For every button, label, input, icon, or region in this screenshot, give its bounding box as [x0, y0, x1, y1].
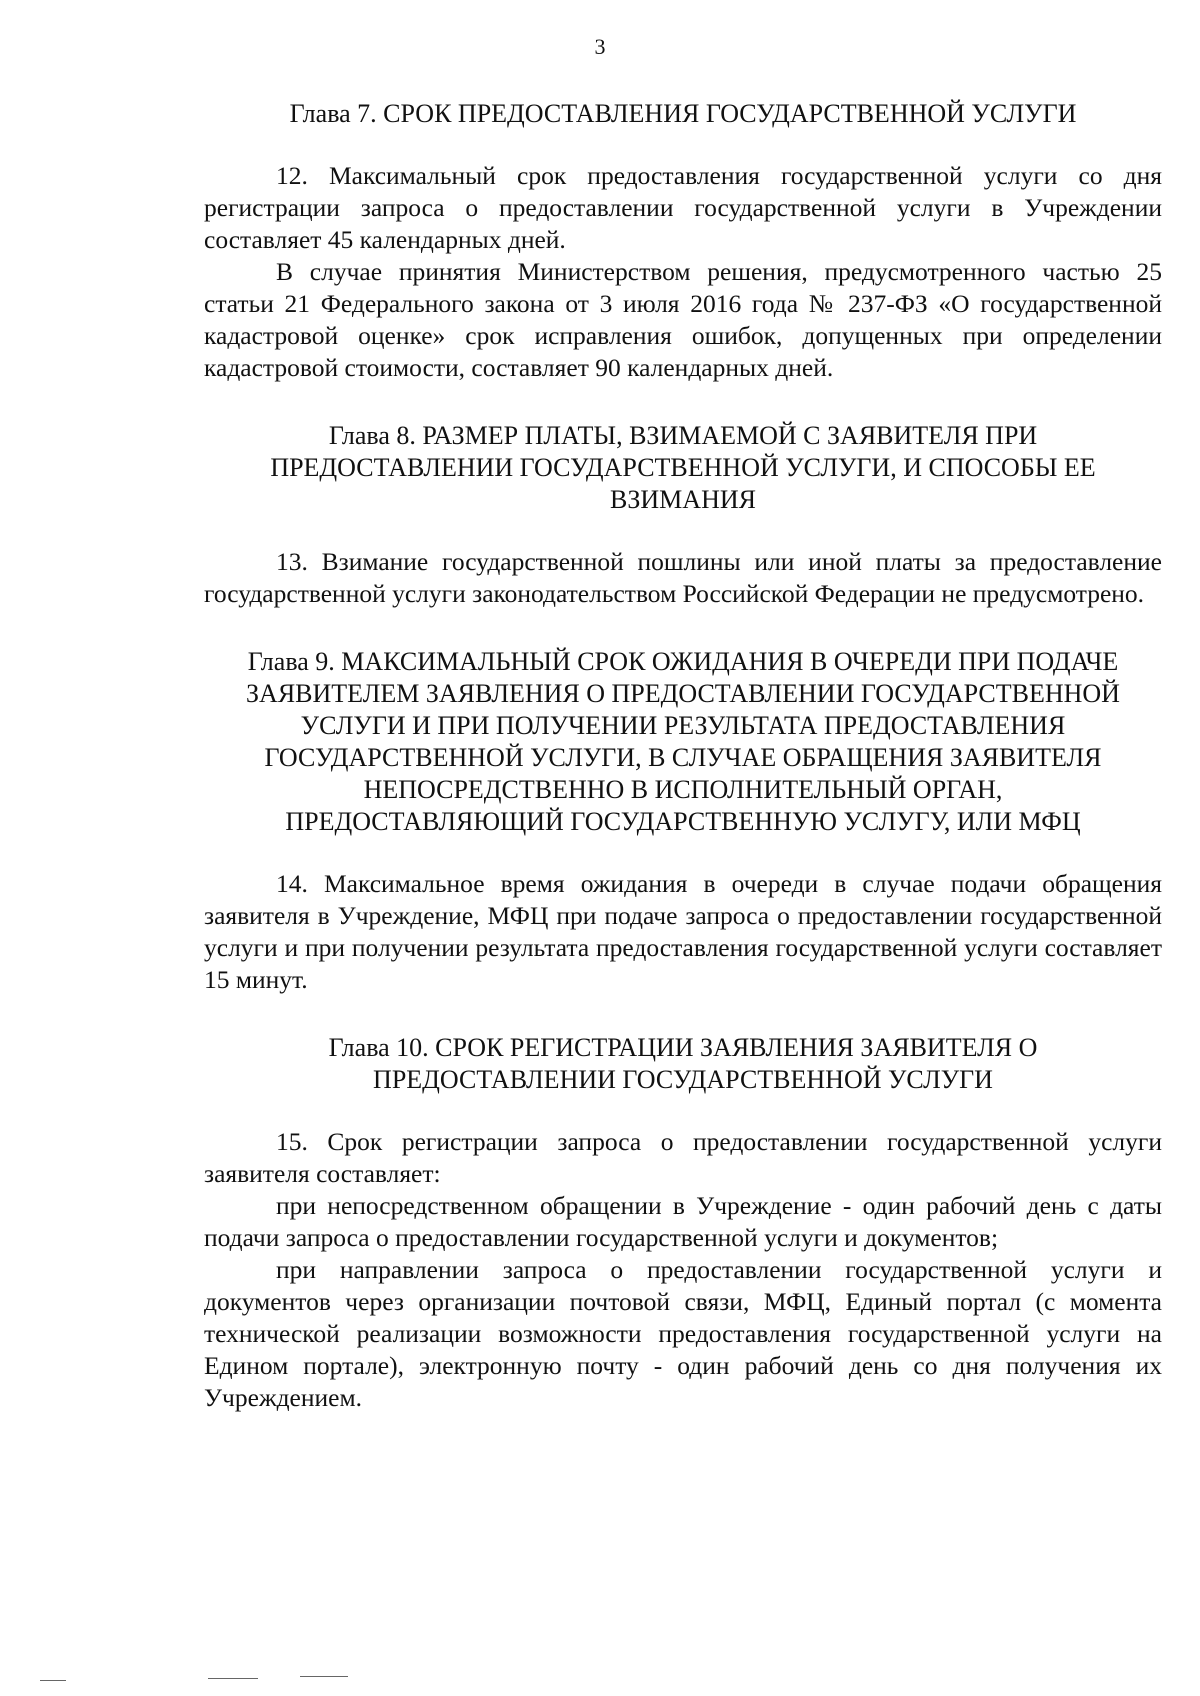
paragraph-14: 14. Максимальное время ожидания в очереди в случае подачи обращения заявителя в Учреждение, МФЦ при подаче запроса о предоставлении государственной услуги и при получении результата предоставления государственной услуги составляет 15 минут.: [204, 869, 1162, 994]
scan-artifact: [300, 1676, 348, 1677]
paragraph-15: 15. Срок регистрации запроса о предоставлении государственной услуги заявителя составляет:: [204, 1127, 1162, 1188]
paragraph-15-item-remote: при направлении запроса о предоставлении государственной услуги и документов через организации почтовой связи, МФЦ, Единый портал (с момента технической реализации возможности предоставления государственной услуги на Едином портале), электронную почту - один рабочий день со дня получения их Учреждением.: [204, 1255, 1162, 1412]
chapter-10-heading: Глава 10. СРОК РЕГИСТРАЦИИ ЗАЯВЛЕНИЯ ЗАЯВИТЕЛЯ О ПРЕДОСТАВЛЕНИИ ГОСУДАРСТВЕННОЙ УСЛУГИ: [328, 1033, 1038, 1094]
paragraph-13: 13. Взимание государственной пошлины или иной платы за предоставление государственной услуги законодательством Российской Федерации не предусмотрено.: [204, 547, 1162, 608]
document-body: [204, 100, 1162, 1414]
chapter-8-heading: Глава 8. РАЗМЕР ПЛАТЫ, ВЗИМАЕМОЙ С ЗАЯВИТЕЛЯ ПРИ ПРЕДОСТАВЛЕНИИ ГОСУДАРСТВЕННОЙ УСЛУГИ, И СПОСОБЫ ЕЕ ВЗИМАНИЯ: [270, 421, 1096, 514]
paragraph-12-continued: В случае принятия Министерством решения, предусмотренного частью 25 статьи 21 Федерального закона от 3 июля 2016 года № 237-ФЗ «О государственной кадастровой оценке» срок исправления ошибок, допущенных при определении кадастровой стоимости, составляет 90 календарных дней.: [204, 257, 1162, 382]
paragraph-15-item-direct: при непосредственном обращении в Учреждение - один рабочий день с даты подачи запроса о предоставлении государственной услуги и документов;: [204, 1191, 1162, 1252]
scan-artifact: [208, 1678, 258, 1679]
page-number: 3: [594, 34, 606, 59]
chapter-7-heading: Глава 7. СРОК ПРЕДОСТАВЛЕНИЯ ГОСУДАРСТВЕННОЙ УСЛУГИ: [289, 99, 1077, 128]
chapter-9-heading: Глава 9. МАКСИМАЛЬНЫЙ СРОК ОЖИДАНИЯ В ОЧЕРЕДИ ПРИ ПОДАЧЕ ЗАЯВИТЕЛЕМ ЗАЯВЛЕНИЯ О ПРЕДОСТАВЛЕНИИ ГОСУДАРСТВЕННОЙ УСЛУГИ И ПРИ ПОЛУЧЕНИИ РЕЗУЛЬТАТА ПРЕДОСТАВЛЕНИЯ ГОСУДАРСТВЕННОЙ УСЛУГИ, В СЛУЧАЕ ОБРАЩЕНИЯ ЗАЯВИТЕЛЯ НЕПОСРЕДСТВЕННО В ИСПОЛНИТЕЛЬНЫЙ ОРГАН, ПРЕДОСТАВЛЯЮЩИЙ ГОСУДАРСТВЕННУЮ УСЛУГУ, ИЛИ МФЦ: [246, 647, 1120, 836]
scan-artifact: [40, 1680, 66, 1681]
paragraph-12: 12. Максимальный срок предоставления государственной услуги со дня регистрации запроса о предоставлении государственной услуги в Учреждении составляет 45 календарных дней.: [204, 161, 1162, 254]
